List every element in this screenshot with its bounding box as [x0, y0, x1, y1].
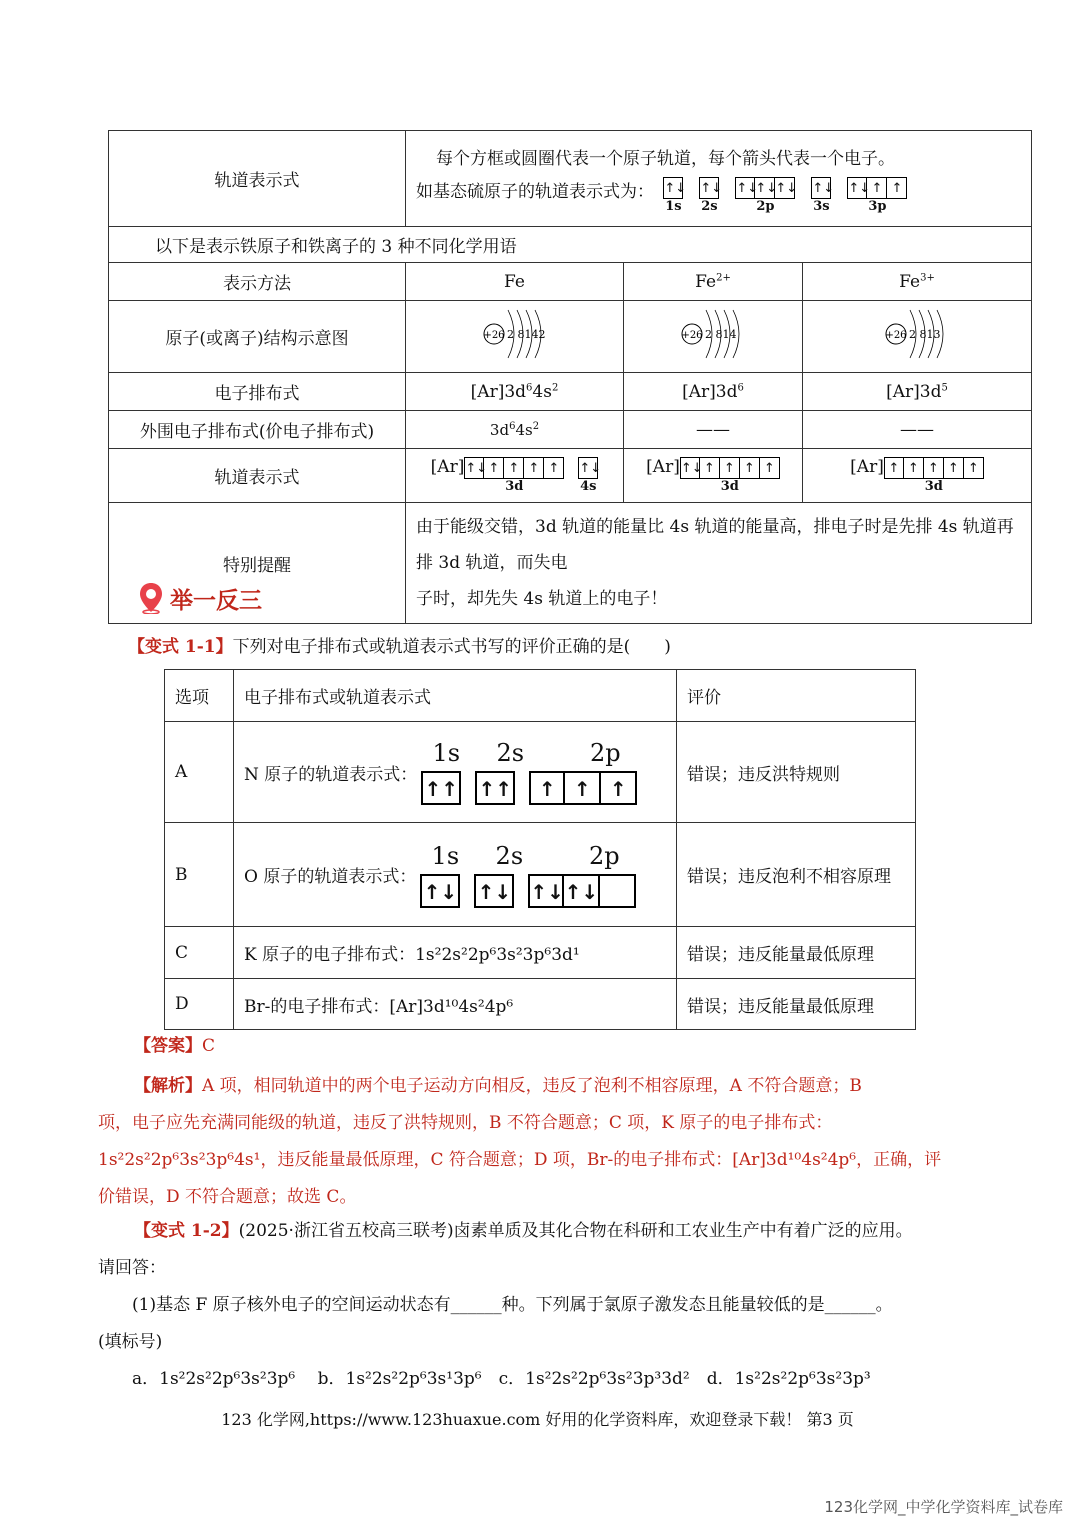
- config-sup: 6: [737, 381, 744, 393]
- section-title: 举一反三: [170, 587, 262, 614]
- q1-analysis: [98, 1068, 978, 1216]
- eval-text: 错误；违反能量最低原理: [687, 996, 874, 1017]
- orbital-label: 2s: [701, 198, 718, 214]
- header-fe3: [803, 263, 1032, 301]
- orbital-box: ↑: [904, 457, 924, 479]
- orbital-box: ↑: [484, 457, 504, 479]
- q1-expression-c: [234, 927, 677, 979]
- orbital-info-table: [108, 130, 1032, 624]
- orbital-label: 3p: [868, 198, 887, 214]
- q1-option-c: [165, 927, 234, 979]
- orbital-label-row: [421, 739, 661, 767]
- q1-eval-c: [677, 927, 916, 979]
- analysis-line1: A 项，相同轨道中的两个电子运动方向相反，违反了泡利不相容原理，A 不符合题意；B: [202, 1076, 862, 1096]
- q1-eval-b: [677, 823, 916, 927]
- fe-orbital-diagram: [850, 457, 984, 494]
- row-label-orbital: [109, 131, 406, 227]
- config-sup: 5: [941, 381, 948, 393]
- row-label-valence: [109, 411, 406, 449]
- orbital-boxes: [663, 177, 687, 199]
- fe-orbital: [406, 449, 624, 503]
- orbital-group: [884, 457, 984, 494]
- nucleus-charge: +26: [681, 330, 703, 341]
- config-part: [Ar]3d: [470, 381, 527, 402]
- orbital-label: 4s: [580, 479, 597, 494]
- expression-text: Br-的电子排布式：[Ar]3d¹⁰4s²4p⁶: [244, 996, 514, 1017]
- q2-part1b: (填标号): [98, 1332, 163, 1352]
- orbital-group: [464, 457, 564, 494]
- orbital-description-line1: 每个方框或圆圈代表一个原子轨道，每个箭头代表一个电子。: [436, 148, 895, 169]
- orbital-boxes: [578, 457, 602, 479]
- orbital-label: 3s: [813, 198, 830, 214]
- orbital-label: 1s: [665, 198, 682, 214]
- orbital-boxes: [464, 457, 564, 479]
- orbital-group: [699, 177, 723, 214]
- q2-choices: a．1s²2s²2p⁶3s²3p⁶ b．1s²2s²2p⁶3s¹3p⁶ c．1s²2s²2p⁶3s²3p³3d² d．1s²2s²2p⁶3s²3p³: [132, 1369, 871, 1389]
- nucleus-charge: +26: [482, 330, 505, 341]
- orbital-group: [735, 177, 798, 214]
- header-sup: 2+: [716, 271, 731, 283]
- orbital-box: ↑: [867, 177, 887, 199]
- orbital-box: ↑↑: [475, 771, 515, 805]
- q2-part1: (1)基态 F 原子核外电子的空间运动状态有______种。下列属于氯原子激发态且能量较低的是______。: [132, 1295, 893, 1315]
- answer-value: C: [202, 1036, 216, 1056]
- header-text: Fe: [899, 271, 921, 292]
- orbital-box: ↑↓: [775, 177, 795, 199]
- orbital-label: 2p: [589, 841, 620, 870]
- orbital-label: 2p: [756, 198, 775, 214]
- orbital-box: ↑↓: [735, 177, 755, 199]
- orbital-boxes: [680, 457, 780, 479]
- orbital-boxes: [735, 177, 798, 199]
- orbital-box: ↑↓: [847, 177, 867, 199]
- orbital-label: 2s: [496, 739, 525, 767]
- orbital-box: ↑: [601, 771, 637, 805]
- q2-tag: 【变式 1-2】: [134, 1221, 239, 1241]
- fe-intro-cell: [109, 227, 1032, 263]
- label-text: 电子排布式: [214, 384, 300, 404]
- orbital-box: ↑: [544, 457, 564, 479]
- orbital-box: ↑: [760, 457, 780, 479]
- orbital-box: ↑: [924, 457, 944, 479]
- q1-option-d: [165, 979, 234, 1030]
- orbital-box: ↑: [565, 771, 601, 805]
- shell-electrons: 2 813: [909, 328, 941, 341]
- header-text: 选项: [175, 688, 209, 708]
- o-orbital-diagram: [420, 842, 660, 908]
- tip-line2: 子时，却先失 4s 轨道上的电子！: [416, 589, 668, 609]
- q1-header-eval: [677, 670, 916, 722]
- config-sup: 2: [532, 420, 540, 432]
- q1-expression-b: [234, 823, 677, 927]
- config-sup: 2: [551, 381, 559, 393]
- sulfur-orbital-line: [416, 177, 1031, 214]
- tip-line1: 由于能级交错，3d 轨道的能量比 4s 轨道的能量高，排电子时是先排 4s 轨道再排 3d 轨道，而失电: [416, 517, 1014, 573]
- analysis-line3: 1s²2s²2p⁶3s²3p⁶4s¹，违反能量最低原理，C 符合题意；D 项，Br-的电子排布式：[Ar]3d¹⁰4s²4p⁶，正确，评: [98, 1150, 942, 1170]
- q2-stem: (2025·浙江省五校高三联考)卤素单质及其化合物在科研和工农业生产中有着广泛的应用。: [238, 1221, 913, 1241]
- config-part: 4s: [515, 420, 533, 439]
- fe3-valence: [803, 411, 1032, 449]
- orbital-boxes: [847, 177, 907, 199]
- orbital-box: ↑↓: [755, 177, 775, 199]
- config-part: [Ar]3d: [886, 381, 942, 402]
- fe2-valence: [624, 411, 803, 449]
- shell-electrons: 2 814: [705, 328, 737, 341]
- fe2-structure-diagram: [624, 301, 803, 373]
- header-text: 电子排布式或轨道表示式: [244, 688, 431, 708]
- orbital-group: [847, 177, 907, 214]
- label-text: 轨道表示式: [214, 171, 300, 191]
- orbital-prefix: [Ar]: [850, 457, 884, 477]
- q1-eval-d: [677, 979, 916, 1030]
- footer-text: 123 化学网,https://www.123huaxue.com 好用的化学资料库，欢迎登录下载！ 第3 页: [221, 1410, 854, 1429]
- fe3-orbital: [803, 449, 1032, 503]
- label-text: 轨道表示式: [214, 468, 300, 488]
- orbital-label-row: [420, 842, 660, 870]
- orbital-label: 2p: [589, 739, 621, 767]
- orbital-description-cell: [406, 131, 1032, 227]
- fe-intro-text: 以下是表示铁原子和铁离子的 3 种不同化学用语: [155, 237, 517, 257]
- orbital-box: ↑↓: [699, 177, 719, 199]
- q1-header-option: [165, 670, 234, 722]
- orbital-box: ↑↓: [528, 874, 564, 908]
- orbital-box: ↑: [884, 457, 904, 479]
- orbital-box: ↑↓: [420, 874, 460, 908]
- dash: ——: [900, 419, 934, 440]
- orbital-group: [680, 457, 780, 494]
- header-text: Fe: [504, 271, 525, 292]
- orbital-box: ↑: [700, 457, 720, 479]
- header-method: [109, 263, 406, 301]
- fe-orbital-diagram: [430, 457, 602, 494]
- option-letter: B: [175, 864, 188, 885]
- q2-stem2: 请回答：: [98, 1258, 166, 1278]
- orbital-box: ↑: [740, 457, 760, 479]
- row-label-orbital-fe: [109, 449, 406, 503]
- q1-expression-a: [234, 722, 677, 823]
- expression-text: O 原子的轨道表示式：: [244, 867, 417, 887]
- tip-cell: [406, 503, 1032, 624]
- orbital-label: 3d: [924, 479, 943, 494]
- section-header: [138, 580, 262, 616]
- orbital-group: [811, 177, 835, 214]
- fe-valence: [406, 411, 624, 449]
- q1-option-a: [165, 722, 234, 823]
- watermark: [824, 1496, 1063, 1517]
- eval-text: 错误；违反能量最低原理: [687, 945, 874, 965]
- orbital-box: ↑↓: [811, 177, 831, 199]
- expression-text: N 原子的轨道表示式：: [244, 764, 418, 785]
- orbital-box: [600, 874, 636, 908]
- orbital-label: 1s: [432, 739, 461, 767]
- q1-stem: [128, 632, 671, 657]
- orbital-prefix: [Ar]: [646, 457, 680, 477]
- orbital-box: ↑↓: [578, 457, 598, 479]
- orbital-box: ↑↓: [663, 177, 683, 199]
- analysis-tag: 【解析】: [134, 1076, 202, 1096]
- orbital-label: 2s: [495, 841, 524, 870]
- q1-header-expression: [234, 670, 677, 722]
- header-fe2: [624, 263, 803, 301]
- fe-config: [406, 373, 624, 411]
- answer-tag: 【答案】: [134, 1036, 202, 1056]
- orbital-label: 3d: [505, 479, 524, 494]
- q1-expression-d: [234, 979, 677, 1030]
- orbital-box-row: [421, 771, 661, 805]
- q1-stem-text: 下列对电子排布式或轨道表示式书写的评价正确的是( ): [232, 637, 671, 657]
- location-pin-icon: [138, 582, 164, 614]
- row-label-structure: [109, 301, 406, 373]
- eval-text: 错误；违反洪特规则: [687, 764, 840, 785]
- q1-tag: 【变式 1-1】: [128, 637, 233, 657]
- orbital-box: ↑↑: [421, 771, 461, 805]
- orbital-boxes: [699, 177, 723, 199]
- orbital-box: ↑↓: [474, 874, 514, 908]
- orbital-group: [663, 177, 687, 214]
- orbital-box: ↑: [529, 771, 565, 805]
- config-part: [Ar]3d: [682, 381, 738, 402]
- expression-text: K 原子的电子排布式：1s²2s²2p⁶3s²3p⁶3d¹: [244, 945, 580, 965]
- orbital-box: ↑↓: [680, 457, 700, 479]
- header-fe: [406, 263, 624, 301]
- orbital-prefix: [Ar]: [430, 457, 465, 477]
- orbital-boxes: [884, 457, 984, 479]
- header-text: 表示方法: [223, 274, 291, 294]
- nucleus-charge: +26: [885, 330, 907, 341]
- config-part: 3d: [489, 420, 510, 439]
- atom-structure-icon: [480, 304, 550, 364]
- header-sup: 3+: [920, 271, 935, 283]
- orbital-box-row: [420, 874, 660, 908]
- option-letter: A: [175, 762, 188, 782]
- eval-text: 错误；违反泡利不相容原理: [687, 867, 891, 887]
- n-orbital-diagram: [421, 739, 661, 805]
- atom-structure-icon: [678, 304, 748, 364]
- orbital-label: 1s: [431, 841, 460, 870]
- orbital-box: ↑↓: [564, 874, 600, 908]
- sulfur-orbital-diagram: [659, 180, 907, 214]
- fe-structure-diagram: [406, 301, 624, 373]
- config-part: 4s: [532, 381, 552, 402]
- shell-electrons: 2 8142: [506, 328, 545, 341]
- config-sup: 6: [509, 420, 516, 432]
- header-text: Fe: [695, 271, 717, 292]
- q1-eval-a: [677, 722, 916, 823]
- orbital-boxes: [811, 177, 835, 199]
- analysis-line2: 项，电子应先充满同能级的轨道，违反了洪特规则，B 不符合题意；C 项，K 原子的电子排布式：: [98, 1113, 833, 1133]
- orbital-box: ↑: [964, 457, 984, 479]
- tip-label: 特别提醒: [223, 555, 291, 576]
- q1-answer: [134, 1031, 215, 1056]
- fe-orbital-diagram: [646, 457, 780, 494]
- orbital-group: [578, 457, 602, 494]
- q2-block: [98, 1213, 998, 1398]
- config-sup: 6: [526, 381, 533, 393]
- fe3-structure-diagram: [803, 301, 1032, 373]
- label-text: 原子(或离子)结构示意图: [165, 329, 349, 349]
- label-text: 外围电子排布式(价电子排布式): [139, 422, 375, 442]
- q1-option-b: [165, 823, 234, 927]
- option-letter: C: [175, 942, 189, 963]
- fe3-config: [803, 373, 1032, 411]
- dash: ——: [696, 419, 730, 440]
- option-letter: D: [175, 994, 189, 1014]
- orbital-box: ↑: [524, 457, 544, 479]
- orbital-label: 3d: [720, 479, 739, 494]
- fe2-orbital: [624, 449, 803, 503]
- analysis-line4: 价错误，D 不符合题意；故选 C。: [98, 1187, 357, 1207]
- orbital-box: ↑↓: [464, 457, 484, 479]
- sulfur-orbital-text: 如基态硫原子的轨道表示式为：: [416, 181, 654, 202]
- orbital-box: ↑: [944, 457, 964, 479]
- orbital-box: ↑: [504, 457, 524, 479]
- fe2-config: [624, 373, 803, 411]
- atom-structure-icon: [882, 304, 952, 364]
- orbital-box: ↑: [720, 457, 740, 479]
- watermark-text: 123化学网_中学化学资料库_试卷库: [824, 1498, 1063, 1516]
- orbital-box: ↑: [887, 177, 907, 199]
- row-label-config: [109, 373, 406, 411]
- q1-table: [164, 669, 916, 1030]
- page-footer: [0, 1407, 1075, 1430]
- header-text: 评价: [687, 688, 721, 708]
